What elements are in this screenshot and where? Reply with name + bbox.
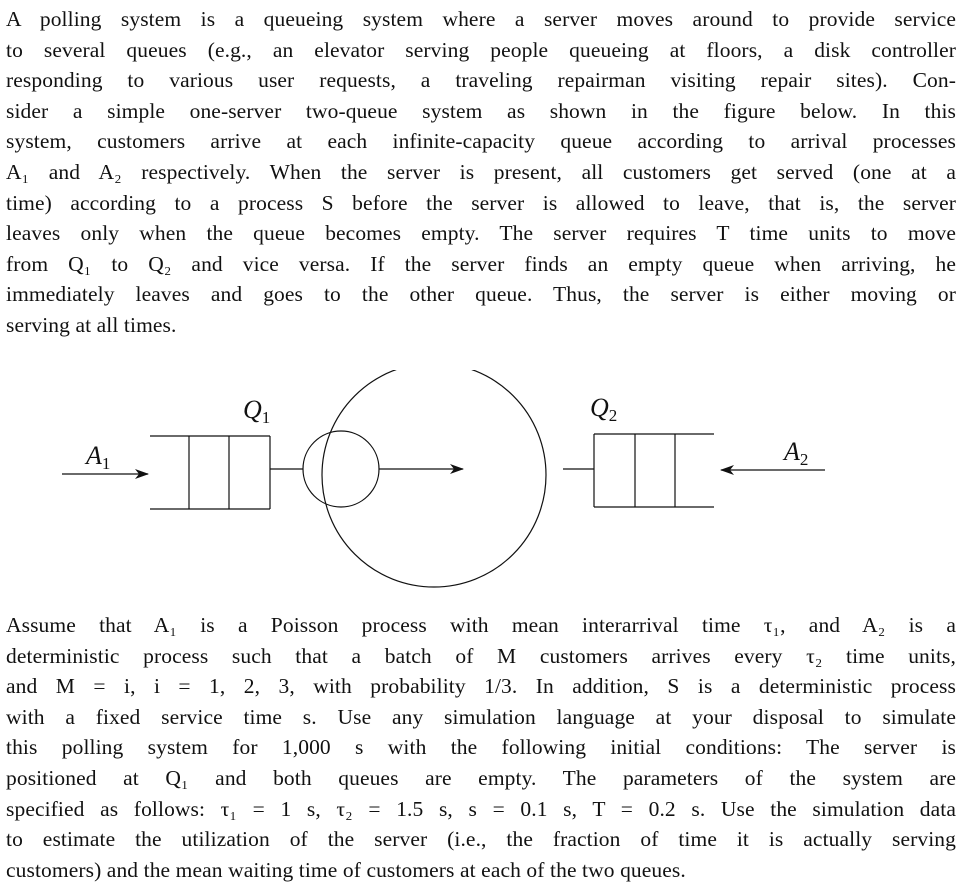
assume-line-1: Assume that A₁ is a Poisson process with mean interarrival time τ₁, and A₂ is a (6, 613, 956, 637)
intro-line-1: A polling system is a queueing system where a server moves around to provide service (6, 7, 956, 31)
queue-1 (150, 436, 270, 509)
intro-line-7: time) according to a process S before the server is allowed to leave, that is, the server (6, 190, 956, 215)
assume-line-8: to estimate the utilization of the server (i.e., the fraction of time it is actually serving (6, 827, 956, 852)
a2-label: A2 (784, 437, 809, 469)
a1-label: A1 (86, 441, 111, 473)
polling-diagram (0, 370, 972, 600)
intro-line-4: sider a simple one-server two-queue system as shown in the figure below. In this (6, 98, 956, 123)
q1-label: Q1 (243, 395, 271, 427)
intro-line-6: A₁ and A₂ respectively. When the server is present, all customers get served (one at a (6, 159, 956, 184)
assume-line-4: with a fixed service time s. Use any simulation language at your disposal to simulate (6, 704, 956, 729)
assume-line-7: specified as follows: τ₁ = 1 s, τ₂ = 1.5 s, s = 0.1 s, T = 0.2 s. Use the simulation data (6, 796, 956, 821)
queue-2 (594, 434, 714, 507)
intro-line-8: leaves only when the queue becomes empty. The server requires T time units to move (6, 221, 956, 246)
server-route-circle (322, 370, 546, 587)
assume-line-2: deterministic process such that a batch of M customers arrives every τ₂ time units, (6, 643, 956, 668)
intro-line-2: to several queues (e.g., an elevator serving people queueing at floors, a disk controller (6, 37, 956, 62)
assume-line-9: customers) and the mean waiting time of customers at each of the two queues. (6, 857, 686, 882)
polling-system-figure (0, 370, 972, 600)
server-circle (303, 431, 379, 507)
assume-line-3: and M = i, i = 1, 2, 3, with probability 1/3. In addition, S is a deterministic process (6, 674, 956, 699)
intro-line-3: responding to various user requests, a traveling repairman visiting repair sites). Con- (6, 68, 956, 93)
intro-line-9: from Q₁ to Q₂ and vice versa. If the server finds an empty queue when arriving, he (6, 251, 956, 276)
intro-paragraph (6, 4, 956, 341)
q2-label: Q2 (590, 393, 618, 425)
intro-line-5: system, customers arrive at each infinite-capacity queue according to arrival processes (6, 129, 956, 154)
intro-line-10: immediately leaves and goes to the other queue. Thus, the server is either moving or (6, 282, 956, 307)
assume-line-5: this polling system for 1,000 s with the following initial conditions: The server is (6, 735, 956, 760)
intro-line-11: serving at all times. (6, 312, 177, 337)
assume-line-6: positioned at Q₁ and both queues are empty. The parameters of the system are (6, 765, 956, 790)
assumptions-paragraph (6, 610, 956, 885)
